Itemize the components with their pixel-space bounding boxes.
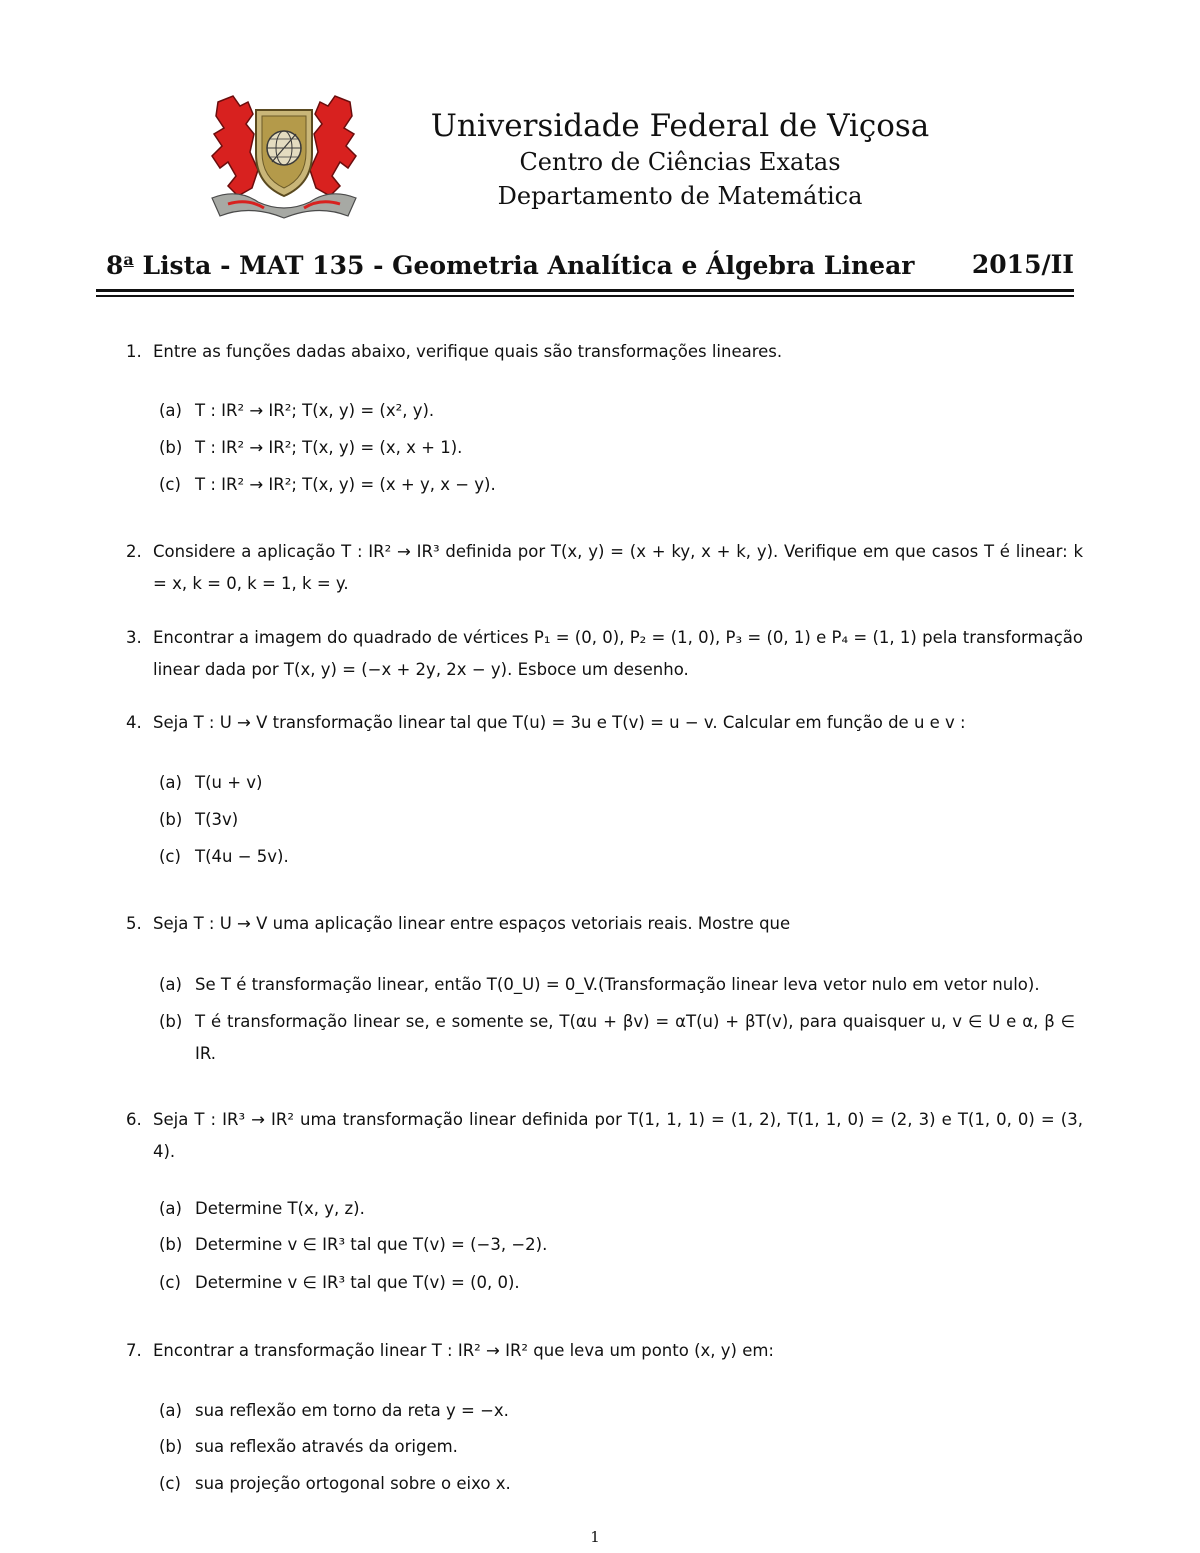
item-label: (b) bbox=[159, 438, 183, 457]
item-text: Determine T(x, y, z). bbox=[195, 1199, 365, 1218]
question-text: Seja T : IR³ → IR² uma transformação linear definida por T(1, 1, 1) = (1, 2), T(1, 1, 0) = (2, 3) e T(1, 0, 0) = (3, 4). bbox=[153, 1110, 1083, 1161]
item-label: (c) bbox=[159, 475, 181, 494]
item-label: (b) bbox=[159, 1235, 183, 1254]
title-rule-thin bbox=[96, 295, 1074, 297]
question-text: Entre as funções dadas abaixo, verifique quais são transformações lineares. bbox=[153, 342, 783, 361]
item-text: T(u + v) bbox=[195, 773, 263, 792]
item-label: (a) bbox=[159, 975, 182, 994]
department-name: Departamento de Matemática bbox=[497, 182, 863, 210]
semester-year: 2015/II bbox=[971, 250, 1074, 279]
item-label: (a) bbox=[159, 1401, 182, 1420]
item-text: Determine v ∈ IR³ tal que T(v) = (−3, −2). bbox=[195, 1235, 548, 1254]
list-title-row bbox=[106, 250, 1074, 286]
item-text: T(4u − 5v). bbox=[195, 847, 289, 866]
question-number: 5. bbox=[126, 914, 142, 933]
question-text: Encontrar a imagem do quadrado de vértices P₁ = (0, 0), P₂ = (1, 0), P₃ = (0, 1) e P₄ = (1, 1) pela transformação linear dada por T(x, y) = (−x + 2y, 2x − y). Esboce um desenho. bbox=[153, 628, 1083, 679]
center-name: Centro de Ciências Exatas bbox=[519, 148, 841, 176]
item-label: (c) bbox=[159, 1474, 181, 1493]
university-crest-logo bbox=[198, 92, 370, 222]
list-ordinal: a bbox=[123, 250, 134, 269]
item-text: T(3v) bbox=[195, 810, 239, 829]
left-griffin-shape bbox=[212, 96, 258, 196]
list-title bbox=[106, 250, 914, 280]
item-label: (b) bbox=[159, 1012, 183, 1031]
question-number: 1. bbox=[126, 342, 142, 361]
item-label: (a) bbox=[159, 401, 182, 420]
item-text: T : IR² → IR²; T(x, y) = (x, x + 1). bbox=[195, 438, 463, 457]
item-text: T é transformação linear se, e somente se, T(αu + βv) = αT(u) + βT(v), para quaisquer u, v ∈ U e α, β ∈ IR. bbox=[195, 1012, 1075, 1063]
item-label: (b) bbox=[159, 1437, 183, 1456]
question-number: 7. bbox=[126, 1341, 142, 1360]
question-text: Seja T : U → V transformação linear tal que T(u) = 3u e T(v) = u − v. Calcular em função de u e v : bbox=[153, 713, 966, 732]
item-text: Determine v ∈ IR³ tal que T(v) = (0, 0). bbox=[195, 1273, 520, 1292]
list-number: 8 bbox=[106, 251, 124, 280]
list-title-text: Lista - MAT 135 - Geometria Analítica e Álgebra Linear bbox=[133, 251, 915, 280]
question-text: Seja T : U → V uma aplicação linear entre espaços vetoriais reais. Mostre que bbox=[153, 914, 791, 933]
item-label: (b) bbox=[159, 810, 183, 829]
item-text: sua reflexão através da origem. bbox=[195, 1437, 458, 1456]
item-text: T : IR² → IR²; T(x, y) = (x + y, x − y). bbox=[195, 475, 496, 494]
item-text: T : IR² → IR²; T(x, y) = (x², y). bbox=[195, 401, 435, 420]
question-number: 2. bbox=[126, 542, 142, 561]
question-text: Encontrar a transformação linear T : IR² → IR² que leva um ponto (x, y) em: bbox=[153, 1341, 774, 1360]
item-text: sua reflexão em torno da reta y = −x. bbox=[195, 1401, 509, 1420]
item-label: (c) bbox=[159, 1273, 181, 1292]
page-number: 1 bbox=[590, 1528, 600, 1546]
title-rule-thick bbox=[96, 289, 1074, 292]
question-number: 4. bbox=[126, 713, 142, 732]
item-label: (a) bbox=[159, 773, 182, 792]
item-label: (c) bbox=[159, 847, 181, 866]
right-griffin-shape bbox=[310, 96, 356, 196]
university-name: Universidade Federal de Viçosa bbox=[430, 108, 930, 144]
question-number: 6. bbox=[126, 1110, 142, 1129]
item-text: Se T é transformação linear, então T(0_U) = 0_V.(Transformação linear leva vetor nulo em vetor nulo). bbox=[195, 975, 1040, 994]
question-text: Considere a aplicação T : IR² → IR³ definida por T(x, y) = (x + ky, x + k, y). Verifique em que casos T é linear: k = x, k = 0, k = 1, k = y. bbox=[153, 542, 1083, 593]
question-number: 3. bbox=[126, 628, 142, 647]
item-label: (a) bbox=[159, 1199, 182, 1218]
item-text: sua projeção ortogonal sobre o eixo x. bbox=[195, 1474, 511, 1493]
